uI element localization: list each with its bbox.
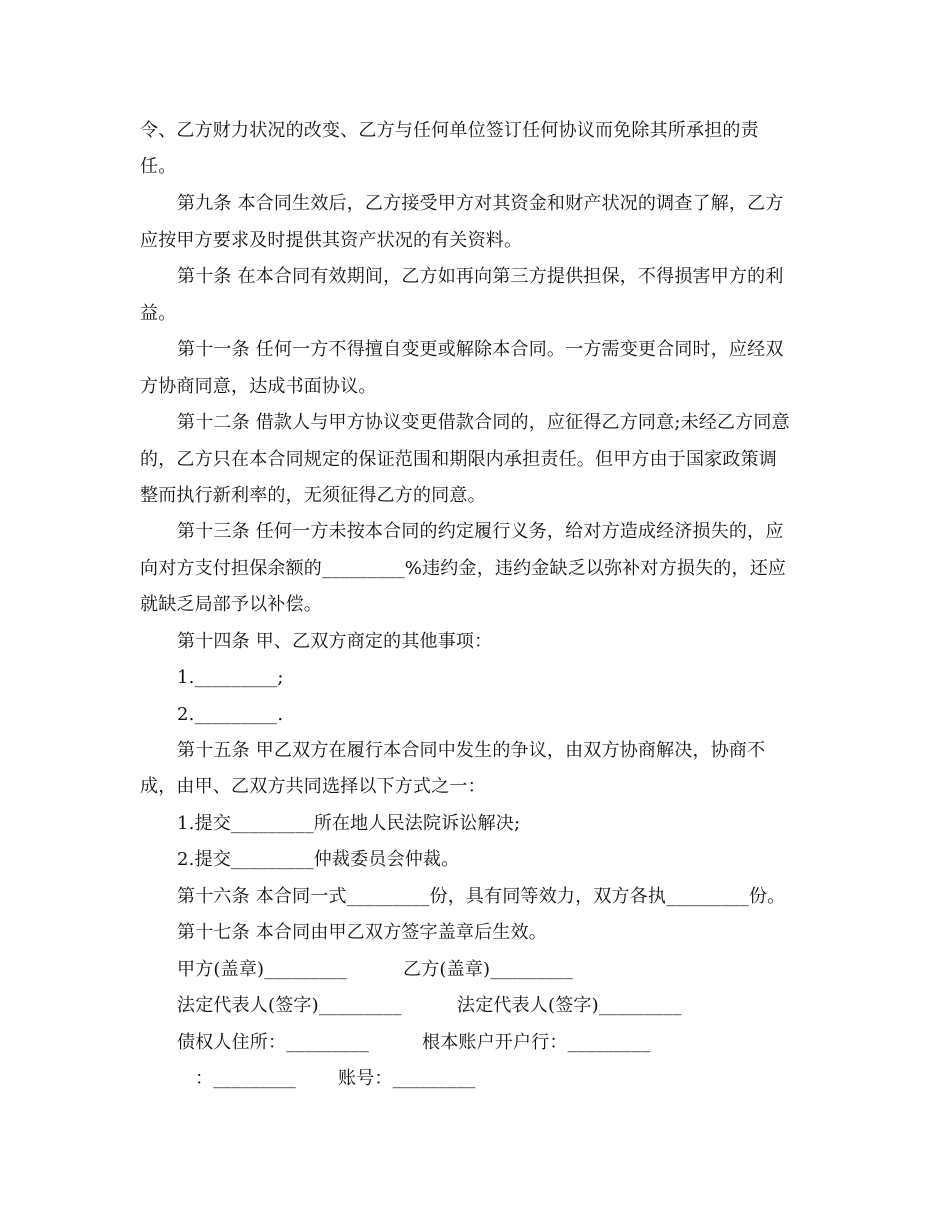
text-line-1: 令、乙方财力状况的改变、乙方与任何单位签订任何协议而免除其所承担的责 bbox=[140, 120, 759, 141]
article-13-line-2: 向对方支付担保余额的_________%违约金，违约金缺乏以弥补对方损失的，还应 bbox=[140, 558, 787, 579]
article-12-line-3: 整而执行新利率的，无须征得乙方的同意。 bbox=[140, 485, 486, 506]
article-15-option-2: 2.提交_________仲裁委员会仲裁。 bbox=[177, 849, 460, 870]
article-9-line-1: 第九条 本合同生效后，乙方接受甲方对其资金和财产状况的调查了解，乙方 bbox=[177, 193, 784, 214]
article-14-item-1: 1._________; bbox=[177, 667, 284, 688]
article-12-line-1: 第十二条 借款人与甲方协议变更借款合同的，应征得乙方同意;未经乙方同意 bbox=[177, 412, 790, 433]
article-12-line-2: 的，乙方只在本合同规定的保证范围和期限内承担责任。但甲方由于国家政策调 bbox=[140, 449, 777, 470]
party-b-seal: 乙方(盖章)_________ bbox=[403, 959, 574, 980]
article-11-line-2: 方协商同意，达成书面协议。 bbox=[140, 376, 377, 397]
party-a-representative: 法定代表人(签字)_________ bbox=[177, 995, 402, 1016]
article-10-line-1: 第十条 在本合同有效期间，乙方如再向第三方提供担保，不得损害甲方的利 bbox=[177, 266, 784, 287]
article-11-line-1: 第十一条 任何一方不得擅自变更或解除本合同。一方需变更合同时，应经双 bbox=[177, 339, 784, 360]
article-14-item-2: 2._________. bbox=[177, 704, 284, 725]
article-15-line-1: 第十五条 甲乙双方在履行本合同中发生的争议，由双方协商解决，协商不 bbox=[177, 740, 766, 761]
creditor-address: 债权人住所：_________ bbox=[177, 1032, 369, 1053]
article-15-line-2: 成，由甲、乙双方共同选择以下方式之一： bbox=[140, 776, 486, 797]
party-a-seal: 甲方(盖章)_________ bbox=[177, 959, 348, 980]
article-13-line-1: 第十三条 任何一方未按本合同的约定履行义务，给对方造成经济损失的，应 bbox=[177, 521, 784, 542]
article-14-line-1: 第十四条 甲、乙双方商定的其他事项： bbox=[177, 631, 493, 652]
article-13-line-3: 就缺乏局部予以补偿。 bbox=[140, 594, 322, 615]
article-9-line-2: 应按甲方要求及时提供其资产状况的有关资料。 bbox=[140, 230, 523, 251]
article-15-option-1: 1.提交_________所在地人民法院诉讼解决; bbox=[177, 813, 521, 834]
text-line-2: 任。 bbox=[140, 156, 177, 177]
account-bank: 根本账户开户行：_________ bbox=[422, 1032, 651, 1053]
article-10-line-2: 益。 bbox=[140, 303, 177, 324]
article-16-line-1: 第十六条 本合同一式_________份，具有同等效力，双方各执_________份。 bbox=[177, 886, 786, 907]
party-b-representative: 法定代表人(签字)_________ bbox=[457, 995, 682, 1016]
account-number: 账号：_________ bbox=[338, 1068, 476, 1089]
unlabeled-field: ：_________ bbox=[195, 1068, 296, 1089]
article-17-line-1: 第十七条 本合同由甲乙双方签字盖章后生效。 bbox=[177, 922, 547, 943]
